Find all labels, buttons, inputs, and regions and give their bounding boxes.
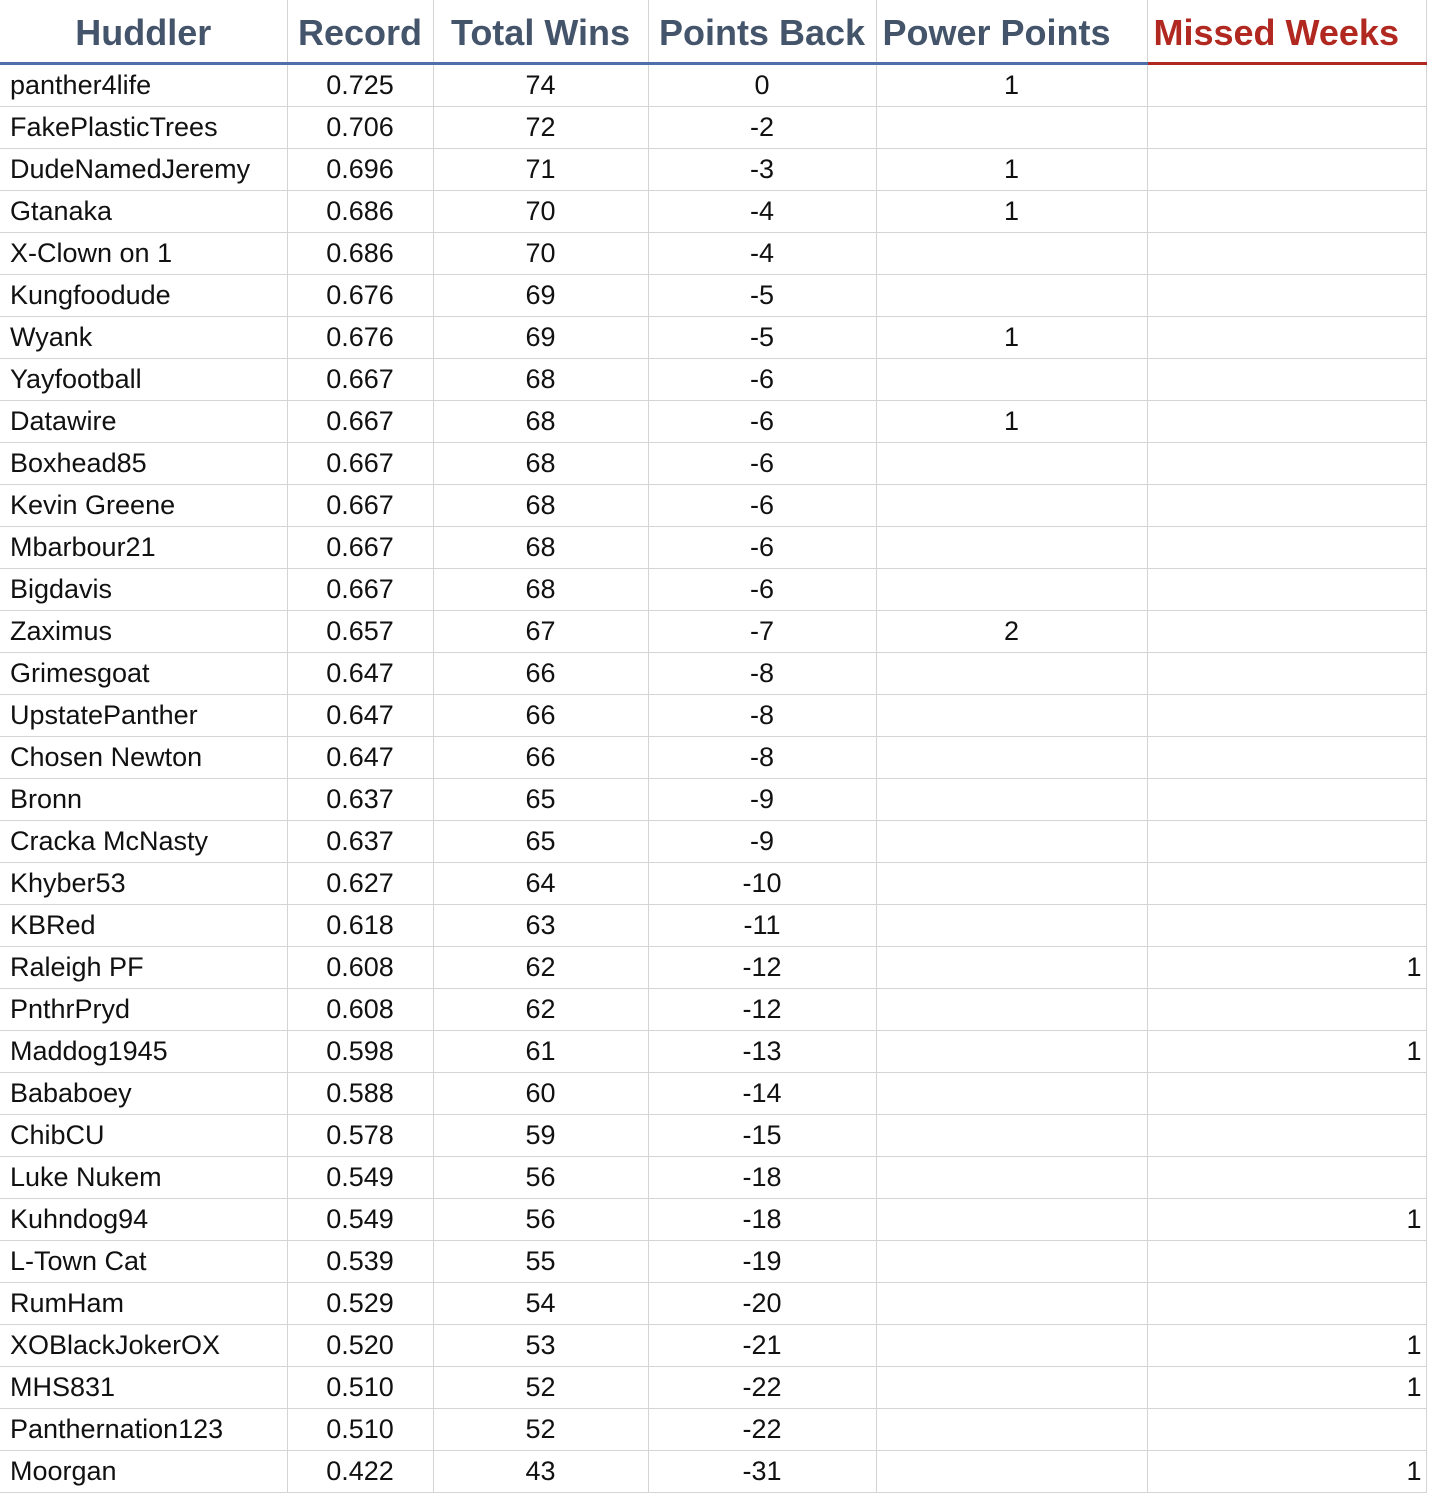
cell-power-points[interactable]	[876, 1157, 1147, 1199]
cell-total-wins[interactable]: 72	[433, 107, 648, 149]
cell-total-wins[interactable]: 53	[433, 1325, 648, 1367]
cell-points-back[interactable]: -6	[648, 527, 876, 569]
cell-points-back[interactable]: -22	[648, 1409, 876, 1451]
cell-missed-weeks[interactable]	[1147, 695, 1426, 737]
cell-power-points[interactable]	[876, 107, 1147, 149]
cell-missed-weeks[interactable]	[1147, 275, 1426, 317]
cell-total-wins[interactable]: 56	[433, 1199, 648, 1241]
cell-points-back[interactable]: 0	[648, 64, 876, 107]
cell-points-back[interactable]: -14	[648, 1073, 876, 1115]
header-points-back[interactable]	[648, 0, 876, 64]
cell-points-back[interactable]: -6	[648, 401, 876, 443]
cell-huddler[interactable]: XOBlackJokerOX	[0, 1325, 287, 1367]
cell-points-back[interactable]: -6	[648, 359, 876, 401]
cell-total-wins[interactable]: 68	[433, 485, 648, 527]
cell-total-wins[interactable]: 71	[433, 149, 648, 191]
cell-huddler[interactable]: DudeNamedJeremy	[0, 149, 287, 191]
cell-huddler[interactable]: Datawire	[0, 401, 287, 443]
header-power-points[interactable]	[876, 0, 1147, 64]
cell-total-wins[interactable]: 70	[433, 233, 648, 275]
cell-total-wins[interactable]: 69	[433, 317, 648, 359]
header-missed-weeks-label: Missed Weeks	[1153, 12, 1399, 53]
cell-huddler[interactable]: Kungfoodude	[0, 275, 287, 317]
cell-power-points[interactable]	[876, 1283, 1147, 1325]
cell-total-wins[interactable]: 43	[433, 1451, 648, 1493]
cell-points-back[interactable]: -7	[648, 611, 876, 653]
table-row	[0, 359, 1426, 401]
table-row	[0, 569, 1426, 611]
cell-missed-weeks[interactable]: 1	[1147, 947, 1426, 989]
cell-missed-weeks[interactable]	[1147, 821, 1426, 863]
cell-total-wins[interactable]: 63	[433, 905, 648, 947]
cell-missed-weeks[interactable]	[1147, 191, 1426, 233]
cell-points-back[interactable]: -18	[648, 1157, 876, 1199]
cell-total-wins[interactable]: 68	[433, 359, 648, 401]
cell-missed-weeks[interactable]	[1147, 737, 1426, 779]
cell-missed-weeks[interactable]	[1147, 485, 1426, 527]
cell-points-back[interactable]: -8	[648, 653, 876, 695]
cell-record[interactable]: 0.657	[287, 611, 433, 653]
cell-record[interactable]: 0.725	[287, 64, 433, 107]
cell-missed-weeks[interactable]	[1147, 1241, 1426, 1283]
cell-record[interactable]: 0.706	[287, 107, 433, 149]
table-row	[0, 947, 1426, 989]
cell-power-points[interactable]: 1	[876, 64, 1147, 107]
cell-points-back[interactable]: -11	[648, 905, 876, 947]
cell-power-points[interactable]: 2	[876, 611, 1147, 653]
cell-power-points[interactable]: 1	[876, 149, 1147, 191]
header-missed-weeks[interactable]	[1147, 0, 1426, 64]
cell-record[interactable]: 0.637	[287, 821, 433, 863]
cell-total-wins[interactable]: 61	[433, 1031, 648, 1073]
table-row	[0, 149, 1426, 191]
cell-huddler[interactable]: UpstatePanther	[0, 695, 287, 737]
table-row	[0, 485, 1426, 527]
table-row	[0, 821, 1426, 863]
table-row	[0, 1115, 1426, 1157]
cell-power-points[interactable]	[876, 485, 1147, 527]
cell-record[interactable]: 0.510	[287, 1409, 433, 1451]
cell-record[interactable]: 0.647	[287, 653, 433, 695]
cell-power-points[interactable]: 1	[876, 191, 1147, 233]
cell-missed-weeks[interactable]	[1147, 1283, 1426, 1325]
cell-huddler[interactable]: RumHam	[0, 1283, 287, 1325]
table-row	[0, 527, 1426, 569]
cell-record[interactable]: 0.637	[287, 779, 433, 821]
table-row	[0, 737, 1426, 779]
cell-huddler[interactable]: KBRed	[0, 905, 287, 947]
cell-huddler[interactable]: Chosen Newton	[0, 737, 287, 779]
cell-record[interactable]: 0.667	[287, 401, 433, 443]
cell-total-wins[interactable]: 55	[433, 1241, 648, 1283]
cell-record[interactable]: 0.549	[287, 1199, 433, 1241]
cell-huddler[interactable]: Bronn	[0, 779, 287, 821]
cell-total-wins[interactable]: 74	[433, 64, 648, 107]
cell-huddler[interactable]: X-Clown on 1	[0, 233, 287, 275]
cell-missed-weeks[interactable]	[1147, 1073, 1426, 1115]
cell-power-points[interactable]	[876, 905, 1147, 947]
cell-points-back[interactable]: -10	[648, 863, 876, 905]
cell-missed-weeks[interactable]	[1147, 1409, 1426, 1451]
cell-power-points[interactable]: 1	[876, 401, 1147, 443]
cell-total-wins[interactable]: 54	[433, 1283, 648, 1325]
cell-record[interactable]: 0.647	[287, 737, 433, 779]
table-row	[0, 1367, 1426, 1409]
cell-huddler[interactable]: ChibCU	[0, 1115, 287, 1157]
cell-points-back[interactable]: -19	[648, 1241, 876, 1283]
cell-huddler[interactable]: MHS831	[0, 1367, 287, 1409]
cell-total-wins[interactable]: 65	[433, 821, 648, 863]
cell-points-back[interactable]: -12	[648, 989, 876, 1031]
table-row	[0, 1325, 1426, 1367]
header-huddler-label: Huddler	[75, 12, 212, 53]
cell-total-wins[interactable]: 60	[433, 1073, 648, 1115]
table-row	[0, 653, 1426, 695]
cell-huddler[interactable]: Bigdavis	[0, 569, 287, 611]
cell-power-points[interactable]	[876, 1199, 1147, 1241]
cell-huddler[interactable]: Kuhndog94	[0, 1199, 287, 1241]
cell-total-wins[interactable]: 70	[433, 191, 648, 233]
table-row	[0, 401, 1426, 443]
cell-points-back[interactable]: -21	[648, 1325, 876, 1367]
cell-total-wins[interactable]: 52	[433, 1409, 648, 1451]
cell-record[interactable]: 0.667	[287, 443, 433, 485]
cell-missed-weeks[interactable]	[1147, 359, 1426, 401]
table-row	[0, 695, 1426, 737]
cell-points-back[interactable]: -20	[648, 1283, 876, 1325]
cell-points-back[interactable]: -6	[648, 485, 876, 527]
cell-total-wins[interactable]: 68	[433, 401, 648, 443]
cell-total-wins[interactable]: 56	[433, 1157, 648, 1199]
cell-missed-weeks[interactable]	[1147, 443, 1426, 485]
cell-total-wins[interactable]: 64	[433, 863, 648, 905]
table-row	[0, 317, 1426, 359]
cell-points-back[interactable]: -8	[648, 737, 876, 779]
cell-power-points[interactable]	[876, 443, 1147, 485]
cell-power-points[interactable]	[876, 695, 1147, 737]
cell-power-points[interactable]	[876, 233, 1147, 275]
table-row	[0, 905, 1426, 947]
cell-missed-weeks[interactable]	[1147, 1115, 1426, 1157]
cell-huddler[interactable]: Panthernation123	[0, 1409, 287, 1451]
table-row	[0, 1451, 1426, 1493]
table-row	[0, 233, 1426, 275]
table-row	[0, 275, 1426, 317]
table-row	[0, 1199, 1426, 1241]
cell-power-points[interactable]	[876, 653, 1147, 695]
table-body	[0, 64, 1426, 1493]
cell-huddler[interactable]: L-Town Cat	[0, 1241, 287, 1283]
cell-record[interactable]: 0.578	[287, 1115, 433, 1157]
cell-missed-weeks[interactable]	[1147, 905, 1426, 947]
cell-points-back[interactable]: -5	[648, 317, 876, 359]
cell-missed-weeks[interactable]: 1	[1147, 1199, 1426, 1241]
cell-power-points[interactable]	[876, 737, 1147, 779]
cell-missed-weeks[interactable]	[1147, 989, 1426, 1031]
cell-power-points[interactable]	[876, 779, 1147, 821]
cell-points-back[interactable]: -5	[648, 275, 876, 317]
header-total-wins-label: Total Wins	[451, 12, 630, 53]
cell-record[interactable]: 0.529	[287, 1283, 433, 1325]
cell-missed-weeks[interactable]: 1	[1147, 1325, 1426, 1367]
header-huddler[interactable]	[0, 0, 287, 64]
cell-missed-weeks[interactable]	[1147, 233, 1426, 275]
cell-missed-weeks[interactable]	[1147, 863, 1426, 905]
cell-huddler[interactable]: Grimesgoat	[0, 653, 287, 695]
cell-missed-weeks[interactable]	[1147, 569, 1426, 611]
cell-huddler[interactable]: Boxhead85	[0, 443, 287, 485]
header-points-back-label: Points Back	[658, 12, 866, 53]
cell-points-back[interactable]: -22	[648, 1367, 876, 1409]
cell-huddler[interactable]: Mbarbour21	[0, 527, 287, 569]
cell-points-back[interactable]: -9	[648, 779, 876, 821]
cell-huddler[interactable]: Raleigh PF	[0, 947, 287, 989]
cell-total-wins[interactable]: 62	[433, 989, 648, 1031]
table-row	[0, 989, 1426, 1031]
table-row	[0, 1283, 1426, 1325]
cell-total-wins[interactable]: 62	[433, 947, 648, 989]
cell-missed-weeks[interactable]	[1147, 653, 1426, 695]
cell-points-back[interactable]: -4	[648, 233, 876, 275]
table-row	[0, 779, 1426, 821]
cell-record[interactable]: 0.422	[287, 1451, 433, 1493]
cell-missed-weeks[interactable]: 1	[1147, 1367, 1426, 1409]
cell-total-wins[interactable]: 68	[433, 569, 648, 611]
cell-record[interactable]: 0.676	[287, 317, 433, 359]
cell-record[interactable]: 0.667	[287, 527, 433, 569]
cell-points-back[interactable]: -13	[648, 1031, 876, 1073]
table-row	[0, 191, 1426, 233]
cell-power-points[interactable]	[876, 1115, 1147, 1157]
cell-missed-weeks[interactable]	[1147, 149, 1426, 191]
cell-record[interactable]: 0.608	[287, 989, 433, 1031]
cell-power-points[interactable]	[876, 947, 1147, 989]
cell-huddler[interactable]: PnthrPryd	[0, 989, 287, 1031]
cell-power-points[interactable]	[876, 1367, 1147, 1409]
cell-huddler[interactable]: Wyank	[0, 317, 287, 359]
header-record[interactable]	[287, 0, 433, 64]
cell-total-wins[interactable]: 66	[433, 653, 648, 695]
cell-missed-weeks[interactable]	[1147, 611, 1426, 653]
header-total-wins[interactable]	[433, 0, 648, 64]
cell-record[interactable]: 0.549	[287, 1157, 433, 1199]
cell-power-points[interactable]: 1	[876, 317, 1147, 359]
table-row	[0, 1073, 1426, 1115]
cell-power-points[interactable]	[876, 989, 1147, 1031]
cell-missed-weeks[interactable]	[1147, 64, 1426, 107]
cell-missed-weeks[interactable]	[1147, 779, 1426, 821]
cell-missed-weeks[interactable]	[1147, 527, 1426, 569]
table-row	[0, 1241, 1426, 1283]
cell-record[interactable]: 0.618	[287, 905, 433, 947]
header-power-points-label: Power Points	[882, 12, 1111, 53]
table-row	[0, 611, 1426, 653]
cell-huddler[interactable]: Zaximus	[0, 611, 287, 653]
cell-power-points[interactable]	[876, 275, 1147, 317]
table-row	[0, 863, 1426, 905]
cell-missed-weeks[interactable]	[1147, 1157, 1426, 1199]
cell-points-back[interactable]: -6	[648, 443, 876, 485]
cell-missed-weeks[interactable]	[1147, 107, 1426, 149]
cell-power-points[interactable]	[876, 1241, 1147, 1283]
header-row	[0, 0, 1426, 64]
cell-record[interactable]: 0.510	[287, 1367, 433, 1409]
header-record-label: Record	[297, 12, 423, 53]
cell-huddler[interactable]: Luke Nukem	[0, 1157, 287, 1199]
cell-huddler[interactable]: Khyber53	[0, 863, 287, 905]
cell-record[interactable]: 0.588	[287, 1073, 433, 1115]
cell-missed-weeks[interactable]	[1147, 401, 1426, 443]
cell-missed-weeks[interactable]	[1147, 317, 1426, 359]
cell-record[interactable]: 0.627	[287, 863, 433, 905]
table-row	[0, 1031, 1426, 1073]
cell-power-points[interactable]	[876, 1409, 1147, 1451]
cell-record[interactable]: 0.686	[287, 191, 433, 233]
cell-points-back[interactable]: -8	[648, 695, 876, 737]
cell-record[interactable]: 0.539	[287, 1241, 433, 1283]
cell-power-points[interactable]	[876, 821, 1147, 863]
cell-points-back[interactable]: -12	[648, 947, 876, 989]
cell-missed-weeks[interactable]: 1	[1147, 1451, 1426, 1493]
cell-total-wins[interactable]: 59	[433, 1115, 648, 1157]
cell-record[interactable]: 0.667	[287, 359, 433, 401]
cell-total-wins[interactable]: 68	[433, 527, 648, 569]
cell-power-points[interactable]	[876, 359, 1147, 401]
cell-huddler[interactable]: Maddog1945	[0, 1031, 287, 1073]
table-row	[0, 64, 1426, 107]
cell-points-back[interactable]: -18	[648, 1199, 876, 1241]
cell-total-wins[interactable]: 65	[433, 779, 648, 821]
cell-points-back[interactable]: -15	[648, 1115, 876, 1157]
table-row	[0, 1409, 1426, 1451]
cell-record[interactable]: 0.667	[287, 485, 433, 527]
cell-total-wins[interactable]: 67	[433, 611, 648, 653]
cell-power-points[interactable]	[876, 1325, 1147, 1367]
table-row	[0, 1157, 1426, 1199]
cell-missed-weeks[interactable]: 1	[1147, 1031, 1426, 1073]
cell-power-points[interactable]	[876, 527, 1147, 569]
cell-points-back[interactable]: -9	[648, 821, 876, 863]
cell-record[interactable]: 0.520	[287, 1325, 433, 1367]
cell-record[interactable]: 0.676	[287, 275, 433, 317]
cell-huddler[interactable]: Kevin Greene	[0, 485, 287, 527]
cell-huddler[interactable]: Cracka McNasty	[0, 821, 287, 863]
cell-total-wins[interactable]: 69	[433, 275, 648, 317]
cell-points-back[interactable]: -2	[648, 107, 876, 149]
cell-total-wins[interactable]: 68	[433, 443, 648, 485]
cell-points-back[interactable]: -31	[648, 1451, 876, 1493]
cell-record[interactable]: 0.696	[287, 149, 433, 191]
cell-points-back[interactable]: -6	[648, 569, 876, 611]
cell-huddler[interactable]: panther4life	[0, 64, 287, 107]
cell-huddler[interactable]: Bababoey	[0, 1073, 287, 1115]
cell-total-wins[interactable]: 66	[433, 695, 648, 737]
cell-record[interactable]: 0.608	[287, 947, 433, 989]
cell-total-wins[interactable]: 52	[433, 1367, 648, 1409]
cell-power-points[interactable]	[876, 1451, 1147, 1493]
cell-huddler[interactable]: FakePlasticTrees	[0, 107, 287, 149]
cell-power-points[interactable]	[876, 1031, 1147, 1073]
cell-record[interactable]: 0.667	[287, 569, 433, 611]
cell-record[interactable]: 0.686	[287, 233, 433, 275]
cell-power-points[interactable]	[876, 569, 1147, 611]
cell-huddler[interactable]: Moorgan	[0, 1451, 287, 1493]
cell-huddler[interactable]: Gtanaka	[0, 191, 287, 233]
cell-record[interactable]: 0.598	[287, 1031, 433, 1073]
table-row	[0, 443, 1426, 485]
cell-power-points[interactable]	[876, 1073, 1147, 1115]
cell-points-back[interactable]: -3	[648, 149, 876, 191]
cell-record[interactable]: 0.647	[287, 695, 433, 737]
cell-huddler[interactable]: Yayfootball	[0, 359, 287, 401]
cell-total-wins[interactable]: 66	[433, 737, 648, 779]
table-row	[0, 107, 1426, 149]
cell-points-back[interactable]: -4	[648, 191, 876, 233]
cell-power-points[interactable]	[876, 863, 1147, 905]
